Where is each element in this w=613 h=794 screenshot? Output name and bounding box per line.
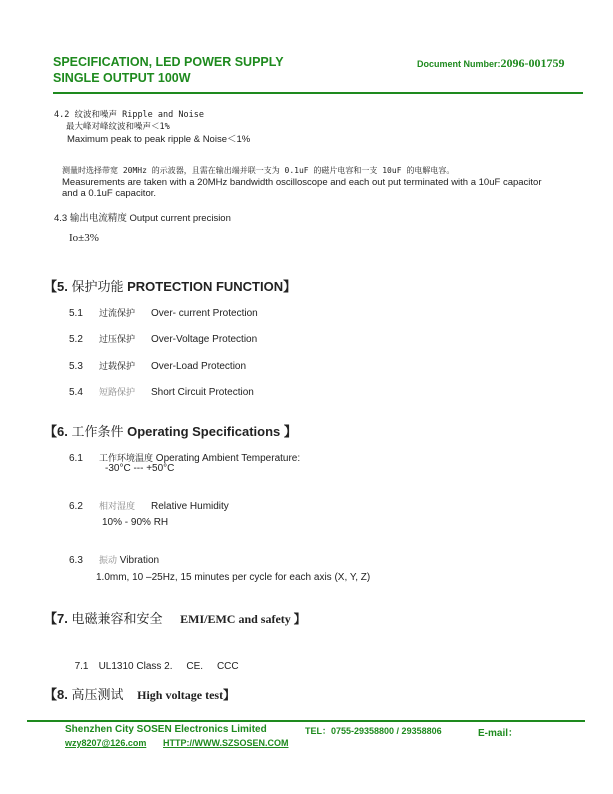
compliance-item: 7.1 UL1310 Class 2. CE. CCC <box>74 661 239 672</box>
section-7-number: 【7. <box>44 611 68 626</box>
ripple-line-zh: 最大峰对峰纹波和噪声＜1% <box>66 122 170 132</box>
section-7-heading <box>44 608 306 627</box>
doc-title-line1: SPECIFICATION, LED POWER SUPPLY <box>53 55 284 69</box>
section-5-number: 【5. <box>44 279 68 294</box>
footer-email-link[interactable]: wzy8207@126.com <box>65 738 147 748</box>
doc-title-line2: SINGLE OUTPUT 100W <box>53 71 191 85</box>
list-item: 5.4 短路保护 Short Circuit Protection <box>69 387 254 398</box>
section-6-heading <box>44 421 297 440</box>
list-item: 5.2 过压保护 Over-Voltage Protection <box>69 334 258 345</box>
vibration-item: 6.3 振动 Vibration <box>69 555 160 566</box>
footer-rule <box>27 720 585 722</box>
section-8-en: High voltage test】 <box>137 688 236 702</box>
footer-email-label: E-mail： <box>478 728 519 739</box>
section-8-heading <box>44 684 235 703</box>
section-6-en: Operating Specifications 】 <box>127 424 297 439</box>
footer-website-link[interactable]: HTTP://WWW.SZSOSEN.COM <box>163 738 289 748</box>
operating-temp-value: -30°C --- +50°C <box>105 463 175 474</box>
section-5-zh: 保护功能 <box>71 279 124 294</box>
ripple-heading: 4.2 纹波和噪声 Ripple and Noise <box>54 110 204 120</box>
list-item: 5.3 过载保护 Over-Load Protection <box>69 361 247 372</box>
section-5-heading <box>44 276 296 295</box>
section-6-zh: 工作条件 <box>71 424 124 439</box>
section-8-zh: 高压测试 <box>71 687 124 702</box>
current-precision-value: Io±3% <box>69 232 99 244</box>
measurement-note-en1: Measurements are taken with a 20MHz bandwidth oscilloscope and each out put terminated with a 10uF capacitor <box>62 177 542 188</box>
humidity-item: 6.2 相对湿度 Relative Humidity <box>69 501 229 512</box>
measurement-note-zh: 测量时选择带宽 20MHz 的示波器，且需在输出端并联一支为 0.1uF 的磁片电容和一支 10uF 的电解电容。 <box>62 166 455 175</box>
header-rule <box>53 92 583 94</box>
operating-temp-item: 6.1 工作环境温度 Operating Ambient Temperature: <box>69 453 301 464</box>
section-8-number: 【8. <box>44 687 68 702</box>
section-7-en: EMI/EMC and safety 】 <box>180 612 306 626</box>
document-number <box>417 56 565 71</box>
humidity-value: 10% - 90% RH <box>102 517 169 528</box>
section-5-en: PROTECTION FUNCTION】 <box>127 279 297 294</box>
ripple-line-en: Maximum peak to peak ripple & Noise＜1% <box>67 134 251 145</box>
vibration-value: 1.0mm, 10 –25Hz, 15 minutes per cycle for each axis (X, Y, Z) <box>96 572 371 583</box>
footer-company: Shenzhen City SOSEN Electronics Limited <box>65 724 267 735</box>
measurement-note-en2: and a 0.1uF capacitor. <box>62 188 157 199</box>
doc-number-label: Document Number: <box>417 59 501 69</box>
current-precision-heading: 4.3 输出电流精度 Output current precision <box>54 213 231 224</box>
footer-tel: TEL：0755-29358800 / 29358806 <box>305 726 442 736</box>
section-6-number: 【6. <box>44 424 68 439</box>
doc-number-value: 2096-001759 <box>500 56 565 70</box>
section-7-zh: 电磁兼容和安全 <box>71 611 163 626</box>
list-item: 5.1 过流保护 Over- current Protection <box>69 308 258 319</box>
